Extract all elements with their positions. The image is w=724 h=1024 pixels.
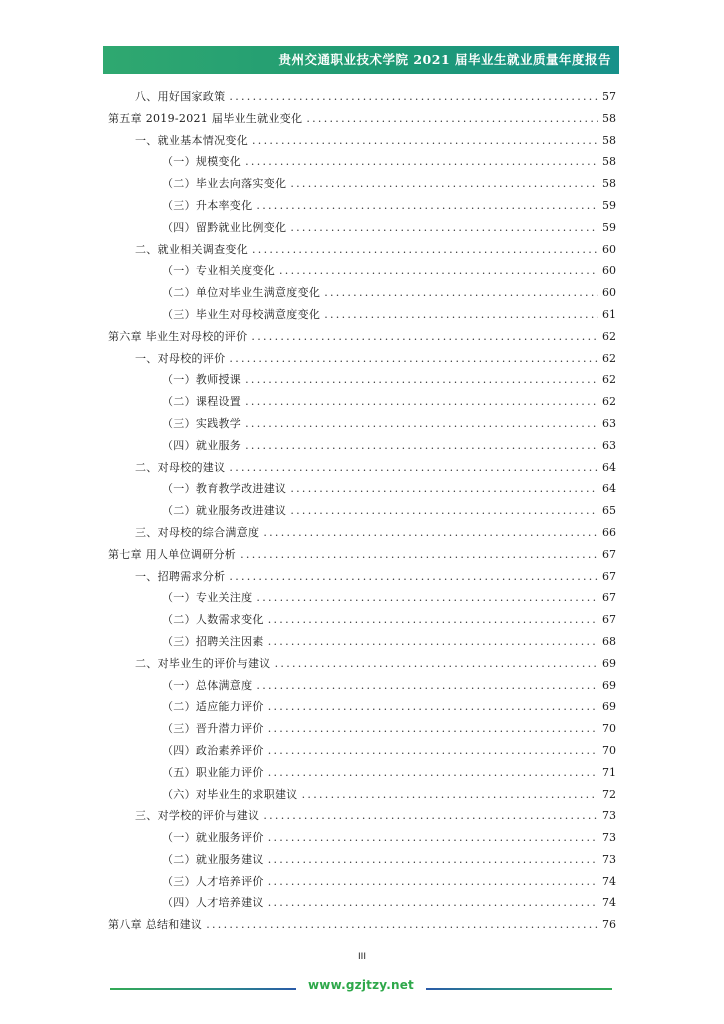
- toc-subsection-entry[interactable]: [108, 480, 616, 502]
- toc-chapter-entry[interactable]: [108, 110, 616, 132]
- toc-dot-leader: [290, 221, 598, 234]
- toc-entry-page-number: 62: [602, 395, 616, 409]
- toc-entry-label: 第七章 用人单位调研分析: [108, 547, 237, 561]
- toc-dot-leader: [229, 90, 598, 103]
- toc-entry-label: （一）教师授课: [162, 373, 242, 387]
- toc-subsection-entry[interactable]: [108, 284, 616, 306]
- toc-entry-page-number: 70: [602, 722, 616, 736]
- toc-entry-label: （一）专业关注度: [162, 591, 253, 605]
- toc-entry-page-number: 73: [602, 809, 616, 823]
- toc-entry-page-number: 69: [602, 678, 616, 692]
- toc-entry-page-number: 61: [602, 307, 616, 321]
- toc-entry-label: （四）留黔就业比例变化: [162, 220, 287, 234]
- toc-entry-label: （一）总体满意度: [162, 678, 253, 692]
- toc-entry-page-number: 63: [602, 416, 616, 430]
- toc-dot-leader: [256, 591, 598, 604]
- footer-divider-left: [110, 988, 296, 990]
- toc-entry-page-number: 74: [602, 874, 616, 888]
- toc-entry-label: （六）对毕业生的求职建议: [162, 787, 298, 801]
- toc-entry-page-number: 67: [602, 569, 616, 583]
- toc-section-entry[interactable]: [108, 350, 616, 372]
- toc-entry-label: 一、对母校的评价: [135, 351, 226, 365]
- toc-entry-label: （三）实践教学: [162, 416, 242, 430]
- toc-dot-leader: [306, 112, 598, 125]
- toc-entry-page-number: 60: [602, 286, 616, 300]
- toc-entry-page-number: 64: [602, 482, 616, 496]
- toc-dot-leader: [268, 700, 598, 713]
- toc-chapter-entry[interactable]: [108, 328, 616, 350]
- toc-subsection-entry[interactable]: [108, 589, 616, 611]
- toc-entry-page-number: 69: [602, 700, 616, 714]
- toc-entry-page-number: 58: [602, 111, 616, 125]
- toc-entry-label: 第八章 总结和建议: [108, 918, 203, 932]
- toc-subsection-entry[interactable]: [108, 415, 616, 437]
- toc-section-entry[interactable]: [108, 132, 616, 154]
- toc-subsection-entry[interactable]: [108, 677, 616, 699]
- toc-dot-leader: [290, 504, 598, 517]
- toc-subsection-entry[interactable]: [108, 742, 616, 764]
- header-bar: [103, 46, 619, 74]
- toc-subsection-entry[interactable]: [108, 894, 616, 916]
- toc-entry-label: （三）晋升潜力评价: [162, 722, 264, 736]
- toc-entry-label: （一）专业相关度变化: [162, 264, 275, 278]
- toc-entry-label: 一、就业基本情况变化: [135, 133, 248, 147]
- toc-entry-label: （四）人才培养建议: [162, 896, 264, 910]
- toc-chapter-entry[interactable]: [108, 916, 616, 938]
- toc-entry-page-number: 74: [602, 896, 616, 910]
- toc-entry-label: （二）就业服务建议: [162, 852, 264, 866]
- toc-entry-page-number: 57: [602, 90, 616, 103]
- toc-dot-leader: [290, 482, 598, 495]
- toc-entry-label: 二、对毕业生的评价与建议: [135, 656, 271, 670]
- toc-subsection-entry[interactable]: [108, 611, 616, 633]
- toc-section-entry[interactable]: [108, 524, 616, 546]
- toc-subsection-entry[interactable]: [108, 633, 616, 655]
- toc-entry-page-number: 72: [602, 787, 616, 801]
- toc-entry-page-number: 73: [602, 852, 616, 866]
- toc-entry-page-number: 58: [602, 133, 616, 147]
- toc-entry-page-number: 59: [602, 220, 616, 234]
- toc-entry-label: （二）人数需求变化: [162, 613, 264, 627]
- toc-dot-leader: [256, 199, 598, 212]
- toc-entry-label: 三、对学校的评价与建议: [135, 809, 260, 823]
- toc-entry-label: 一、招聘需求分析: [135, 569, 226, 583]
- toc-section-entry[interactable]: [108, 88, 616, 110]
- toc-entry-page-number: 59: [602, 198, 616, 212]
- toc-entry-page-number: 67: [602, 613, 616, 627]
- toc-section-entry[interactable]: [108, 655, 616, 677]
- toc-entry-label: （二）适应能力评价: [162, 700, 264, 714]
- toc-subsection-entry[interactable]: [108, 698, 616, 720]
- toc-entry-label: （一）就业服务评价: [162, 831, 264, 845]
- toc-section-entry[interactable]: [108, 241, 616, 263]
- toc-dot-leader: [251, 330, 598, 343]
- toc-entry-label: （三）升本率变化: [162, 198, 253, 212]
- toc-dot-leader: [252, 134, 598, 147]
- toc-entry-label: （二）毕业去向落实变化: [162, 177, 287, 191]
- toc-dot-leader: [229, 570, 598, 583]
- toc-entry-label: 八、用好国家政策: [135, 90, 226, 103]
- toc-dot-leader: [245, 395, 598, 408]
- toc-entry-page-number: 68: [602, 634, 616, 648]
- toc-chapter-entry[interactable]: [108, 546, 616, 568]
- toc-subsection-entry[interactable]: [108, 720, 616, 742]
- toc-dot-leader: [268, 875, 598, 888]
- footer-divider-right: [426, 988, 612, 990]
- toc-dot-leader: [245, 155, 598, 168]
- toc-dot-leader: [245, 417, 598, 430]
- toc-subsection-entry[interactable]: [108, 829, 616, 851]
- toc-dot-leader: [279, 264, 598, 277]
- toc-entry-page-number: 69: [602, 656, 616, 670]
- toc-dot-leader: [268, 853, 598, 866]
- toc-dot-leader: [229, 352, 598, 365]
- footer-website-link[interactable]: www.gzjtzy.net: [308, 978, 414, 992]
- toc-subsection-entry[interactable]: [108, 197, 616, 219]
- toc-entry-page-number: 64: [602, 460, 616, 474]
- toc-dot-leader: [324, 308, 598, 321]
- toc-entry-page-number: 58: [602, 177, 616, 191]
- toc-section-entry[interactable]: [108, 807, 616, 829]
- toc-dot-leader: [268, 613, 598, 626]
- toc-entry-page-number: 71: [602, 765, 616, 779]
- toc-entry-page-number: 62: [602, 329, 616, 343]
- toc-entry-label: （三）人才培养评价: [162, 874, 264, 888]
- toc-dot-leader: [275, 657, 598, 670]
- toc-dot-leader: [268, 896, 598, 909]
- toc-section-entry[interactable]: [108, 568, 616, 590]
- toc-entry-label: （五）职业能力评价: [162, 765, 264, 779]
- toc-entry-page-number: 67: [602, 547, 616, 561]
- toc-entry-page-number: 62: [602, 351, 616, 365]
- toc-dot-leader: [268, 635, 598, 648]
- toc-dot-leader: [245, 439, 598, 452]
- toc-subsection-entry[interactable]: [108, 437, 616, 459]
- toc-entry-label: （二）课程设置: [162, 395, 242, 409]
- table-of-contents: [108, 88, 616, 938]
- toc-entry-page-number: 60: [602, 264, 616, 278]
- page-number: III: [358, 952, 366, 962]
- toc-subsection-entry[interactable]: [108, 371, 616, 393]
- toc-subsection-entry[interactable]: [108, 153, 616, 175]
- toc-entry-label: 第五章 2019-2021 届毕业生就业变化: [108, 111, 303, 125]
- toc-subsection-entry[interactable]: [108, 175, 616, 197]
- toc-entry-label: （一）规模变化: [162, 155, 242, 169]
- toc-entry-page-number: 60: [602, 242, 616, 256]
- toc-subsection-entry[interactable]: [108, 786, 616, 808]
- toc-entry-label: 第六章 毕业生对母校的评价: [108, 329, 248, 343]
- toc-dot-leader: [268, 722, 598, 735]
- toc-subsection-entry[interactable]: [108, 306, 616, 328]
- toc-subsection-entry[interactable]: [108, 873, 616, 895]
- toc-entry-page-number: 58: [602, 155, 616, 169]
- toc-entry-label: （四）就业服务: [162, 438, 242, 452]
- toc-entry-page-number: 63: [602, 438, 616, 452]
- toc-entry-label: （二）就业服务改进建议: [162, 504, 287, 518]
- toc-entry-page-number: 66: [602, 525, 616, 539]
- toc-entry-label: （四）政治素养评价: [162, 743, 264, 757]
- toc-subsection-entry[interactable]: [108, 502, 616, 524]
- toc-dot-leader: [302, 788, 598, 801]
- toc-dot-leader: [268, 766, 598, 779]
- toc-entry-page-number: 65: [602, 504, 616, 518]
- toc-subsection-entry[interactable]: [108, 764, 616, 786]
- toc-dot-leader: [206, 918, 598, 931]
- toc-subsection-entry[interactable]: [108, 219, 616, 241]
- toc-dot-leader: [290, 177, 598, 190]
- toc-dot-leader: [240, 548, 598, 561]
- toc-entry-page-number: 70: [602, 743, 616, 757]
- toc-entry-label: （一）教育教学改进建议: [162, 482, 287, 496]
- toc-entry-page-number: 67: [602, 591, 616, 605]
- toc-dot-leader: [252, 243, 598, 256]
- toc-entry-page-number: 73: [602, 831, 616, 845]
- toc-entry-page-number: 76: [602, 918, 616, 932]
- toc-dot-leader: [229, 461, 598, 474]
- toc-dot-leader: [256, 679, 598, 692]
- toc-subsection-entry[interactable]: [108, 262, 616, 284]
- toc-dot-leader: [324, 286, 598, 299]
- toc-dot-leader: [263, 809, 598, 822]
- toc-entry-label: 二、对母校的建议: [135, 460, 226, 474]
- toc-section-entry[interactable]: [108, 459, 616, 481]
- toc-dot-leader: [263, 526, 598, 539]
- toc-entry-page-number: 62: [602, 373, 616, 387]
- toc-entry-label: （三）招聘关注因素: [162, 634, 264, 648]
- report-title: 贵州交通职业技术学院 2021 届毕业生就业质量年度报告: [278, 52, 611, 67]
- toc-subsection-entry[interactable]: [108, 851, 616, 873]
- toc-subsection-entry[interactable]: [108, 393, 616, 415]
- toc-dot-leader: [268, 744, 598, 757]
- toc-entry-label: 三、对母校的综合满意度: [135, 525, 260, 539]
- toc-dot-leader: [268, 831, 598, 844]
- toc-entry-label: 二、就业相关调查变化: [135, 242, 248, 256]
- toc-entry-label: （二）单位对毕业生满意度变化: [162, 286, 321, 300]
- toc-entry-label: （三）毕业生对母校满意度变化: [162, 307, 321, 321]
- toc-dot-leader: [245, 373, 598, 386]
